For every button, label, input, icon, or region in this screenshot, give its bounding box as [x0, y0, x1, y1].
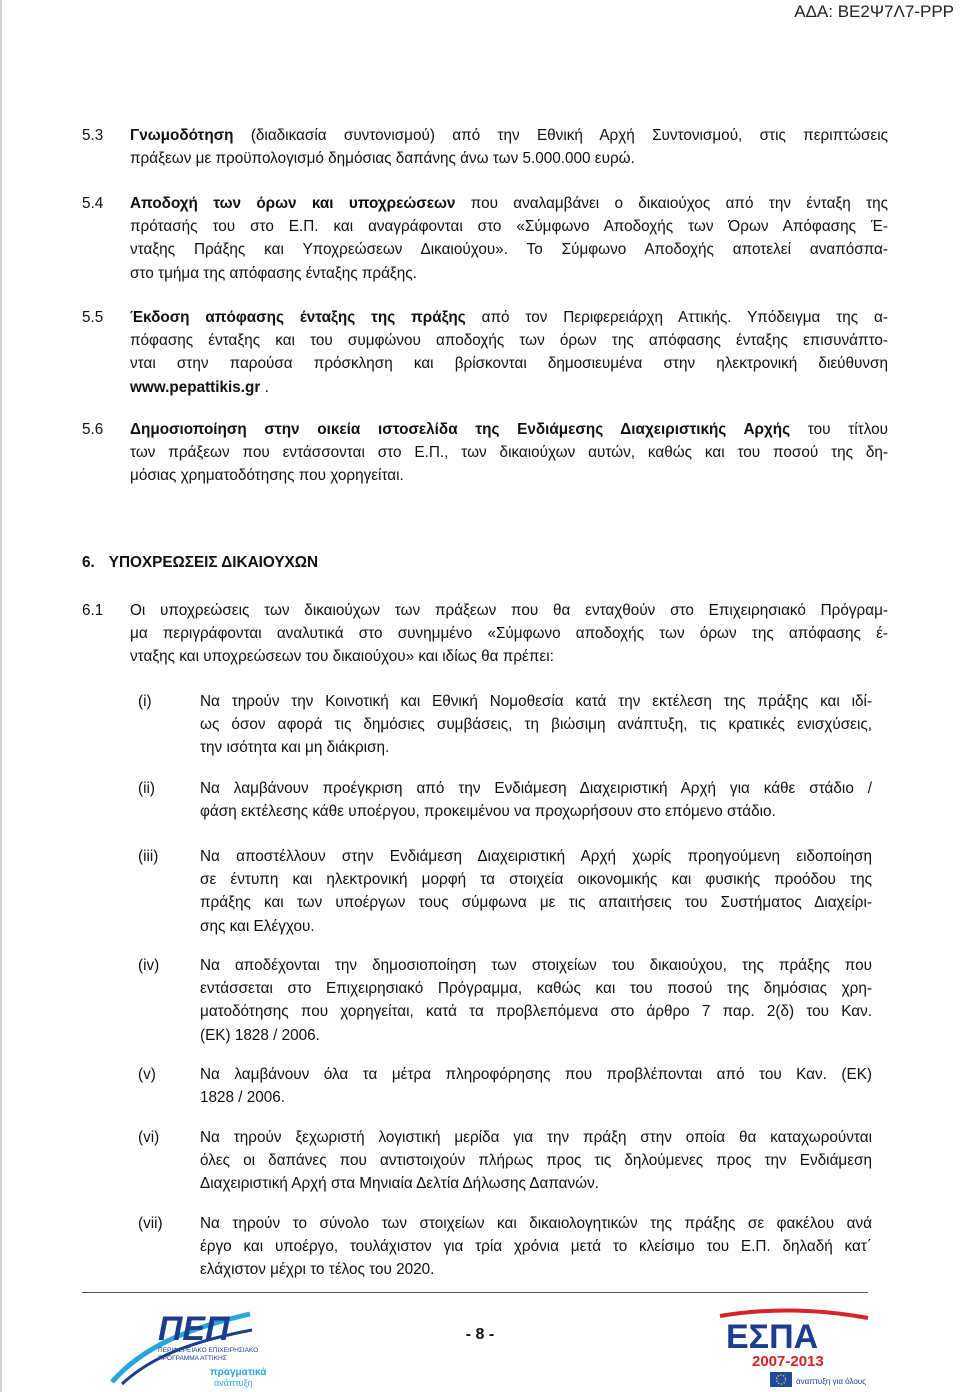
section-5-3: [82, 124, 888, 170]
eu-flag-icon: [770, 1372, 792, 1387]
item-marker: (vi): [138, 1129, 160, 1146]
text-line: (ΕΚ) 1828 / 2006.: [200, 1026, 320, 1044]
item-marker: (iv): [138, 957, 160, 974]
text-line: πρότασής του στο Ε.Π. και αναγράφονται στο «Σύμφωνο Αποδοχής των Όρων Απόφασης Έ-: [130, 218, 888, 236]
page-number: - 8 -: [465, 1326, 495, 1343]
text-line: σε έντυπη και ηλεκτρονική μορφή τα στοιχεία οικονομικής και φυσικής προόδου της: [200, 871, 872, 889]
text-line: την ισότητα και μη διάκριση.: [200, 739, 390, 757]
text-line: όλες οι δαπάνες που αντιστοιχούν πλήρως προς τις δηλούμενες προς την Ενδιάμεση: [200, 1152, 872, 1170]
text-line: πόφασης ένταξης και του συμφώνου αποδοχής των όρων της απόφασης ένταξης επισυνάπτο-: [130, 332, 888, 350]
text-line: πράξεων με προϋπολογισμό δημόσιας δαπάνης άνω των 5.000.000 ευρώ.: [130, 150, 635, 168]
bold-term: Αποδοχή των όρων και υποχρεώσεων: [130, 195, 456, 212]
section-5-5: [82, 306, 888, 399]
item-marker: (i): [138, 693, 152, 710]
chapter-heading: [82, 554, 318, 572]
list-item: [82, 954, 872, 1047]
text-line: πράξης και των υποέργων τους σύμφωνα με τις απαιτήσεις του Συστήματος Διαχείρι-: [200, 894, 872, 912]
text-line: σης και Ελέγχου.: [200, 917, 315, 935]
pep-tagline: πραγματικά: [210, 1367, 267, 1378]
text-line: Οι υποχρεώσεις των δικαιούχων των πράξεων που θα ενταχθούν στο Επιχειρησιακό Πρόγραμ-: [130, 602, 888, 619]
ada-code: ΑΔΑ: ΒΕ2Ψ7Λ7-ΡΡΡ: [794, 2, 954, 21]
pep-logo: [100, 1300, 280, 1390]
text-line: νται στην παρούσα πρόσκληση και βρίσκονται δημοσιευμένα στην ηλεκτρονική διεύθυνση: [130, 355, 888, 373]
pep-subtitle: ΠΕΡΙΦΕΡΕΙΑΚΟ ΕΠΙΧΕΙΡΗΣΙΑΚΟ: [158, 1347, 259, 1354]
text-line: έργο και υποέργο, τουλάχιστον για τρία χρόνια μετά το κλείσιμο του Ε.Π. δηλαδή κατ΄: [200, 1238, 872, 1256]
text-line: Να λαμβάνουν προέγκριση από την Ενδιάμεση Διαχειριστική Αρχή για κάθε στάδιο /: [200, 780, 872, 797]
scan-fold-line: [0, 0, 2, 1392]
bold-term: Έκδοση απόφασης ένταξης της πράξης: [130, 309, 466, 326]
text-line: Να λαμβάνουν όλα τα μέτρα πληροφόρησης που προβλέπονται από του Καν. (ΕΚ): [200, 1066, 872, 1083]
text-line: νταξης Πράξης και Υποχρεώσεων Δικαιούχου». Το Σύμφωνο Αποδοχής αποτελεί αναπόσπα-: [130, 241, 888, 259]
list-item: [82, 1063, 872, 1109]
text-line: Να αποδέχονται την δημοσιοποίηση των στοιχείων του δικαιούχου, της πράξης που: [200, 957, 872, 974]
pep-tagline: ανάπτυξη: [214, 1378, 253, 1388]
text-line: νταξης και υποχρεώσεων του δικαιούχου» και ιδίως θα πρέπει:: [130, 648, 554, 666]
espa-logo: [712, 1300, 878, 1390]
text-line: Έκδοση απόφασης ένταξης της πράξης από τον Περιφερειάρχη Αττικής. Υπόδειγμα της α-: [130, 309, 888, 326]
section-5-4: [82, 192, 888, 285]
section-number: 5.5: [82, 309, 104, 326]
text-line: 1828 / 2006.: [200, 1089, 286, 1107]
text-line: Δημοσιοποίηση στην οικεία ιστοσελίδα της Ενδιάμεσης Διαχειριστικής Αρχής του τίτλου: [130, 421, 888, 438]
text-line: εντάσσεται στο Επιχειρησιακό Πρόγραμμα, καθώς και του ποσού της δημόσιας χρη-: [200, 980, 872, 998]
text-line: Διαχειριστική Αρχή στα Μηνιαία Δελτία Δήλωσης Δαπανών.: [200, 1175, 600, 1193]
text-line: Να τηρούν ξεχωριστή λογιστική μερίδα για την πράξη στην οποία θα καταχωρούνται: [200, 1129, 872, 1146]
text-line: ματοδότησης που χορηγείται, κατά τα προβλεπόμενα στο άρθρο 7 παρ. 2(δ) του Καν.: [200, 1003, 872, 1021]
bold-term: Δημοσιοποίηση στην οικεία ιστοσελίδα της Ενδιάμεσης Διαχειριστικής Αρχής: [130, 421, 791, 438]
section-6-1: [82, 599, 888, 669]
item-marker: (vii): [138, 1215, 163, 1232]
text-line: Να τηρούν το σύνολο των στοιχείων και δικαιολογητικών της πράξης σε φακέλου ανά: [200, 1215, 872, 1232]
list-item: [82, 1126, 872, 1196]
text-line: Να αποστέλλουν στην Ενδιάμεση Διαχειριστική Αρχή χωρίς προηγούμενη ειδοποίηση: [200, 848, 872, 865]
text-line: Να τηρούν την Κοινοτική και Εθνική Νομοθεσία κατά την εκτέλεση της πράξης και ιδί-: [200, 693, 872, 710]
text-line: μόσιας χρηματοδότησης που χορηγείται.: [130, 467, 404, 485]
list-item: [82, 845, 872, 938]
chapter-title: ΥΠΟΧΡΕΩΣΕΙΣ ΔΙΚΑΙΟΥΧΩΝ: [108, 554, 319, 571]
pep-title: ΠΕΠ: [158, 1310, 230, 1348]
chapter-number: 6.: [82, 554, 95, 571]
text-line: ελάχιστον μέχρι το τέλος του 2020.: [200, 1261, 435, 1279]
espa-arc: [720, 1310, 868, 1318]
section-number: 5.3: [82, 127, 104, 144]
footer-rule: [82, 1292, 868, 1293]
text-line: Αποδοχή των όρων και υποχρεώσεων που αναλαμβάνει ο δικαιούχος από την ένταξη της: [130, 195, 888, 212]
pep-subtitle: ΠΡΟΓΡΑΜΜΑ ΑΤΤΙΚΗΣ: [158, 1355, 227, 1362]
section-number: 5.4: [82, 195, 104, 212]
text-line: φάση εκτέλεσης κάθε υποέργου, προκειμένου να προχωρήσουν στο επόμενο στάδιο.: [200, 803, 776, 821]
bold-term: Γνωμοδότηση: [130, 127, 234, 144]
text-line: μα περιγράφονται αναλυτικά στο συνημμένο «Σύμφωνο αποδοχής των όρων της απόφασης έ-: [130, 625, 888, 643]
list-item: [82, 777, 872, 823]
item-marker: (v): [138, 1066, 156, 1083]
section-5-6: [82, 418, 888, 488]
item-marker: (iii): [138, 848, 159, 865]
list-item: [82, 690, 872, 760]
text-line: των πράξεων που εντάσσονται στο Ε.Π., των δικαιούχων αυτών, καθώς και του ποσού της δη-: [130, 444, 888, 462]
text-line: Γνωμοδότηση (διαδικασία συντονισμού) από την Εθνική Αρχή Συντονισμού, στις περιπτώσεις: [130, 127, 888, 144]
website-link[interactable]: www.pepattikis.gr: [130, 378, 261, 396]
section-number: 6.1: [82, 602, 104, 619]
espa-title: ΕΣΠΑ: [726, 1318, 819, 1356]
text-line: ως όσον αφορά τις δημόσιες συμβάσεις, τη βιώσιμη ανάπτυξη, τις κρατικές ενισχύσεις,: [200, 716, 872, 734]
item-marker: (ii): [138, 780, 155, 797]
text-line: στο τμήμα της απόφασης ένταξης πράξης.: [130, 264, 417, 282]
section-number: 5.6: [82, 421, 104, 438]
espa-years: 2007-2013: [752, 1353, 824, 1370]
list-item: [82, 1212, 872, 1282]
espa-tagline: αναπτυξη για όλους: [796, 1377, 867, 1386]
text-line: www.pepattikis.gr .: [130, 378, 269, 396]
